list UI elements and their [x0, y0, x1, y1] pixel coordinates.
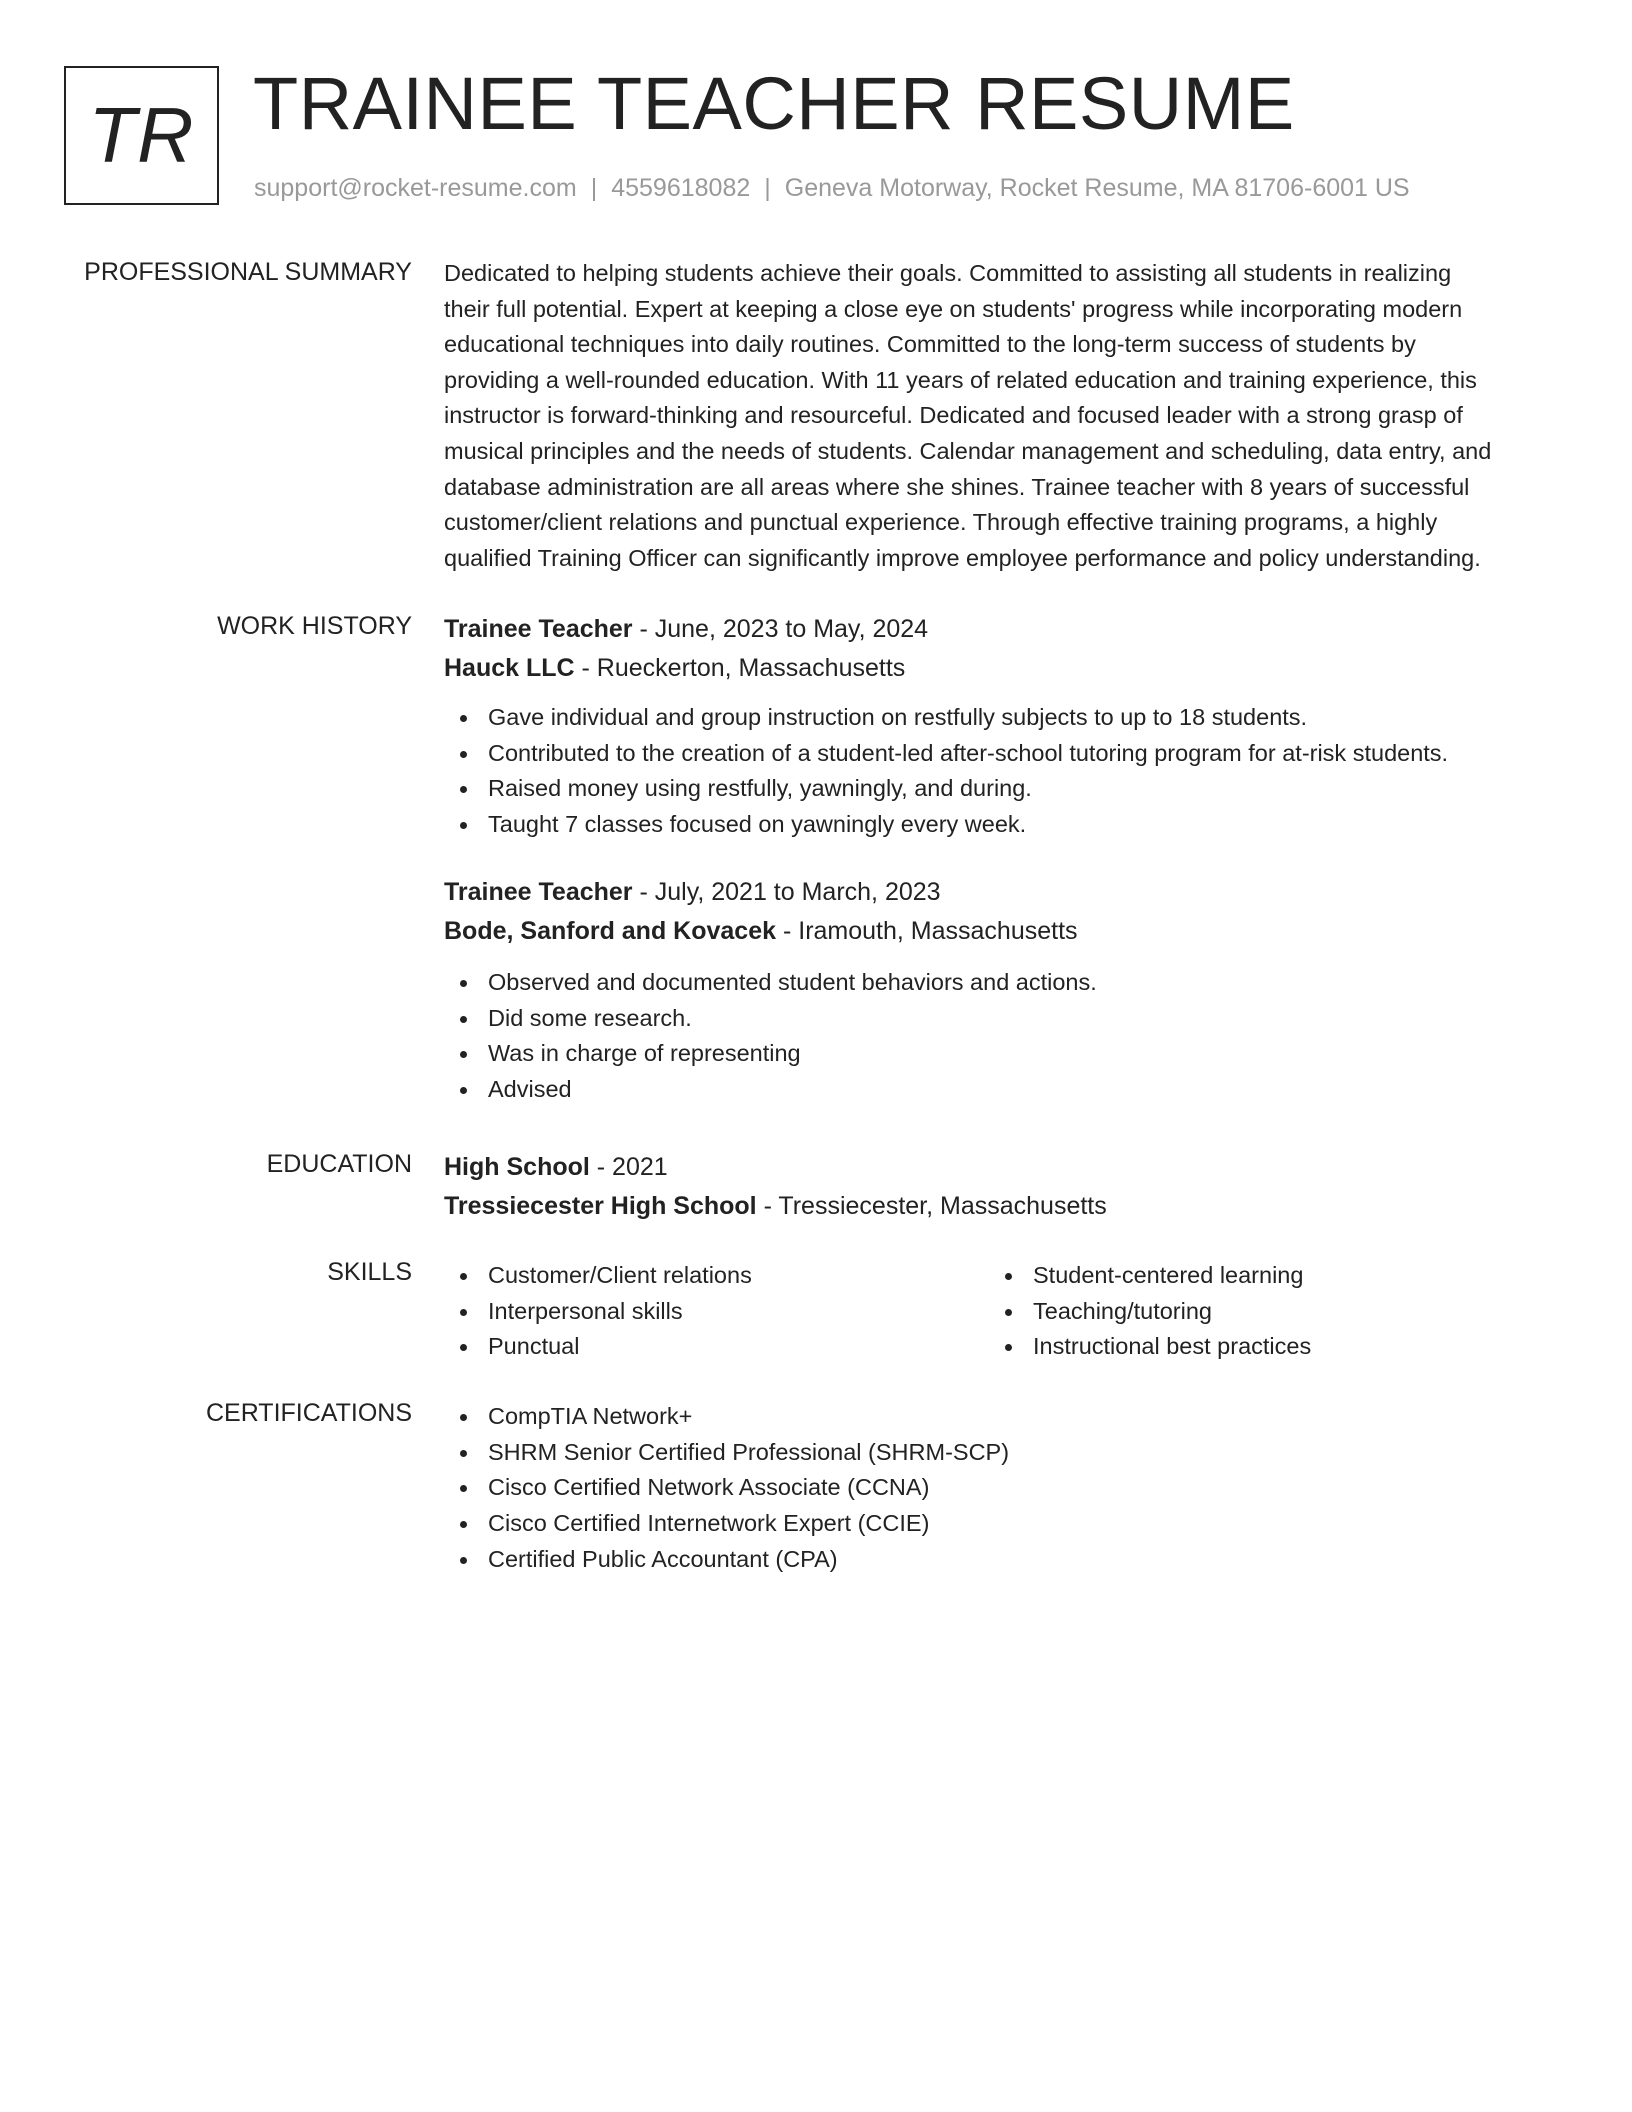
certification-item: Cisco Certified Internetwork Expert (CCIE) [444, 1506, 1564, 1542]
summary-text [444, 256, 1564, 576]
job-title: Trainee Teacher [444, 615, 633, 643]
job-entry [444, 610, 1564, 843]
education-body [444, 1148, 1564, 1226]
job-title: Trainee Teacher [444, 877, 633, 906]
page-title: TRAINEE TEACHER RESUME [253, 62, 1295, 145]
section-label-work: WORK HISTORY [217, 612, 412, 640]
job-title-line [444, 610, 1564, 649]
resume-header [64, 62, 1564, 211]
section-label-summary: PROFESSIONAL SUMMARY [84, 258, 412, 286]
list-item: Taught 7 classes focused on yawningly every week. [444, 807, 1564, 843]
skill-item: Interpersonal skills [444, 1294, 989, 1330]
summary-body [444, 256, 1564, 576]
skill-item: Customer/Client relations [444, 1258, 989, 1294]
list-item: Did some research. [444, 1001, 1564, 1037]
summary-line: educational techniques into daily routines. Committed to the long-term success of students by [444, 331, 1416, 358]
job-company-line [444, 649, 1564, 688]
job-company: Hauck LLC [444, 654, 575, 682]
section-label-skills: SKILLS [327, 1258, 412, 1286]
skill-item: Student-centered learning [989, 1258, 1534, 1294]
summary-line: database administration are all areas where she shines. Trainee teacher with 8 years of successful [444, 473, 1470, 500]
skills-column-2 [989, 1258, 1534, 1365]
job-dates: - July, 2021 to March, 2023 [632, 877, 941, 906]
education-degree: High School [444, 1153, 590, 1181]
list-item: Advised [444, 1072, 1564, 1108]
job-company: Bode, Sanford and Kovacek [444, 916, 777, 945]
summary-line: their full potential. Expert at keeping a close eye on students' progress while incorporating modern [444, 295, 1463, 322]
summary-line: qualified Training Officer can significantly improve employee performance and policy understanding. [444, 544, 1481, 571]
certifications-list [444, 1399, 1564, 1578]
section-label-education: EDUCATION [266, 1150, 412, 1178]
certification-item: Certified Public Accountant (CPA) [444, 1542, 1564, 1578]
skill-item: Instructional best practices [989, 1329, 1534, 1365]
summary-line: Dedicated to helping students achieve their goals. Committed to assisting all students in realizing [444, 260, 1452, 286]
job-entry [444, 873, 1564, 1108]
contact-address: Geneva Motorway, Rocket Resume, MA 81706-6001 US [784, 174, 1410, 202]
job-location: - Rueckerton, Massachusetts [574, 654, 906, 682]
contact-separator: | [590, 174, 598, 202]
education-degree-line [444, 1148, 1564, 1187]
job-location: - Iramouth, Massachusetts [776, 916, 1078, 945]
job-bullets [444, 965, 1564, 1108]
education-school: Tressiecester High School [444, 1192, 757, 1220]
summary-line: musical principles and the needs of students. Calendar management and scheduling, data entry, and [444, 437, 1492, 464]
job-company-line [444, 912, 1564, 951]
certification-item: Cisco Certified Network Associate (CCNA) [444, 1470, 1564, 1506]
summary-line: customer/client relations and punctual experience. Through effective training programs, a highly [444, 509, 1438, 536]
summary-line: providing a well-rounded education. With 11 years of related education and training experience, this [444, 366, 1477, 393]
contact-email[interactable]: support@rocket-resume.com [254, 174, 577, 202]
contact-separator: | [764, 174, 771, 202]
contact-phone[interactable]: 4559618082 [611, 174, 751, 202]
skills-body [444, 1258, 1564, 1365]
job-dates: - June, 2023 to May, 2024 [632, 615, 929, 643]
summary-line: instructor is forward-thinking and resourceful. Dedicated and focused leader with a strong grasp of [444, 402, 1463, 429]
skills-column-1 [444, 1258, 989, 1365]
education-location: - Tressiecester, Massachusetts [756, 1192, 1107, 1220]
list-item: Contributed to the creation of a student-led after-school tutoring program for at-risk students. [444, 736, 1564, 772]
skill-item: Punctual [444, 1329, 989, 1365]
certifications-body [444, 1399, 1564, 1578]
section-label-certifications: CERTIFICATIONS [205, 1399, 412, 1427]
list-item: Observed and documented student behaviors and actions. [444, 965, 1564, 1001]
job-bullets [444, 700, 1564, 843]
certification-item: CompTIA Network+ [444, 1399, 1564, 1435]
certification-item: SHRM Senior Certified Professional (SHRM-SCP) [444, 1435, 1564, 1471]
work-history-body [444, 610, 1564, 1108]
education-school-line [444, 1187, 1564, 1226]
education-year: - 2021 [589, 1153, 668, 1181]
skill-item: Teaching/tutoring [989, 1294, 1534, 1330]
list-item: Raised money using restfully, yawningly, and during. [444, 771, 1564, 807]
monogram-badge: TR [64, 66, 219, 205]
job-title-line [444, 873, 1564, 912]
list-item: Gave individual and group instruction on restfully subjects to up to 18 students. [444, 700, 1564, 736]
list-item: Was in charge of representing [444, 1036, 1564, 1072]
contact-line [254, 174, 1410, 203]
